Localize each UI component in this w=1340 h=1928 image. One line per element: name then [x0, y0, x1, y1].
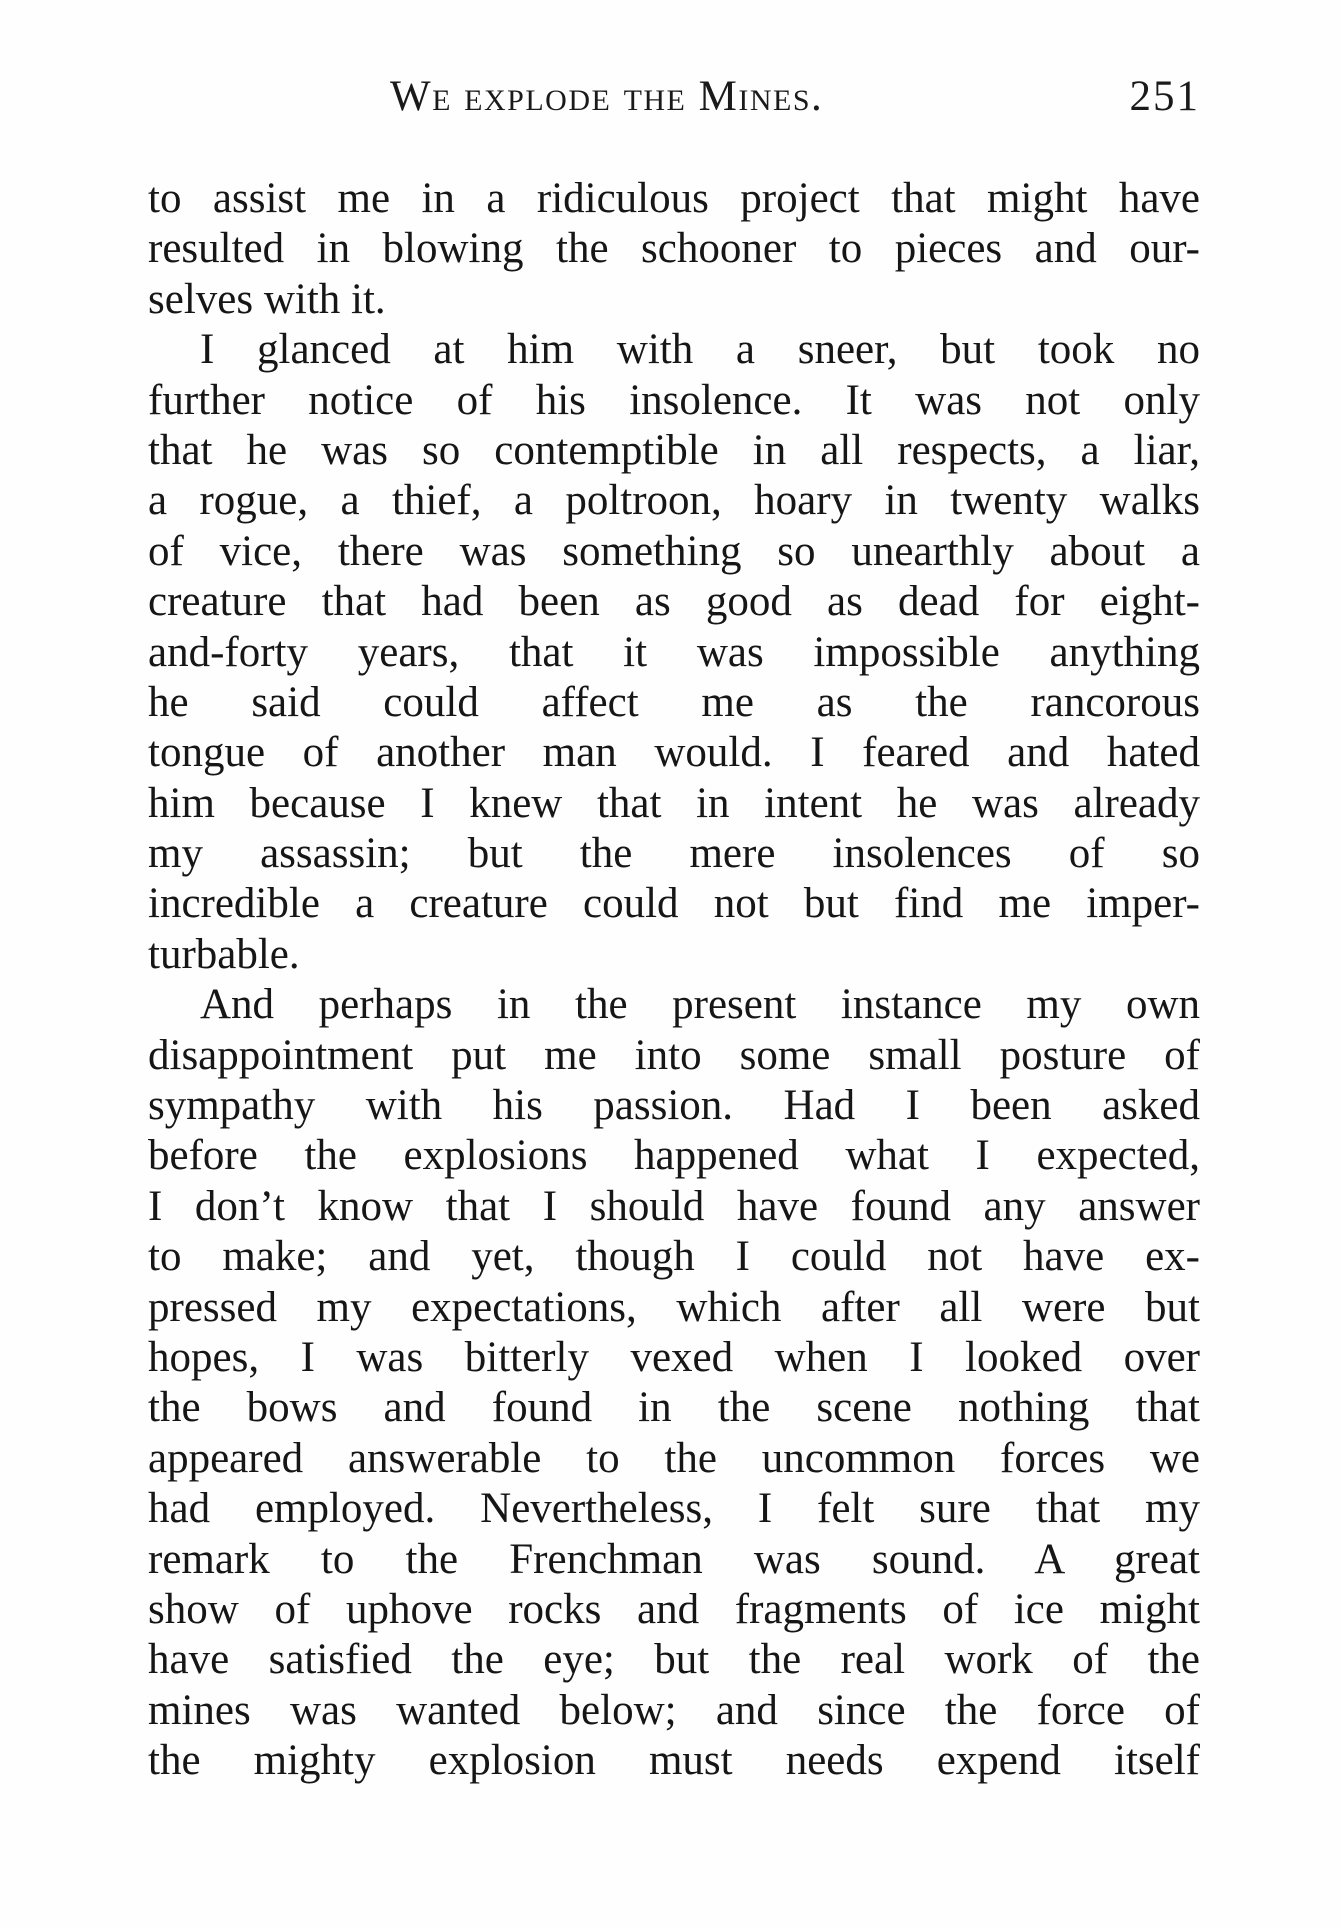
text-line: before the explosions happened what I expected,	[148, 1132, 1200, 1180]
text-line: mines was wanted below; and since the force of	[148, 1686, 1200, 1734]
text-line: a rogue, a thief, a poltroon, hoary in twenty walks	[148, 477, 1200, 525]
paragraph-2	[148, 325, 1200, 980]
body-text	[148, 174, 1200, 1787]
text-line: incredible a creature could not but find me imper-	[148, 880, 1200, 928]
page-number: 251	[1129, 73, 1200, 120]
text-line: and-forty years, that it was impossible anything	[148, 628, 1200, 676]
text-line: selves with it.	[148, 275, 386, 323]
text-line: sympathy with his passion. Had I been asked	[148, 1082, 1200, 1130]
text-line: resulted in blowing the schooner to pieces and our-	[148, 225, 1200, 273]
text-line: that he was so contemptible in all respects, a liar,	[148, 426, 1200, 474]
text-line: have satisfied the eye; but the real work of the	[148, 1636, 1200, 1684]
text-line: I don’t know that I should have found any answer	[148, 1182, 1200, 1230]
text-line: to make; and yet, though I could not have ex-	[148, 1233, 1200, 1281]
text-line: disappointment put me into some small posture of	[148, 1031, 1200, 1079]
text-line: further notice of his insolence. It was not only	[148, 376, 1200, 424]
text-line: I glanced at him with a sneer, but took no	[200, 326, 1200, 374]
text-line: appeared answerable to the uncommon forces we	[148, 1434, 1200, 1482]
text-line: hopes, I was bitterly vexed when I looked over	[148, 1333, 1200, 1381]
text-line: to assist me in a ridiculous project that might have	[148, 175, 1200, 222]
text-line: had employed. Nevertheless, I felt sure that my	[148, 1485, 1200, 1533]
text-line: tongue of another man would. I feared and hated	[148, 729, 1200, 777]
text-line: turbable.	[148, 930, 300, 978]
text-line: he said could affect me as the rancorous	[148, 678, 1200, 726]
text-line: And perhaps in the present instance my own	[200, 981, 1200, 1029]
text-line: him because I knew that in intent he was already	[148, 779, 1200, 827]
running-title: We explode the Mines.	[390, 73, 824, 120]
paragraph-1	[148, 174, 1200, 325]
text-line: show of uphove rocks and fragments of ice might	[148, 1585, 1200, 1633]
text-line: my assassin; but the mere insolences of so	[148, 830, 1200, 878]
text-line: the bows and found in the scene nothing that	[148, 1384, 1200, 1432]
text-line: remark to the Frenchman was sound. A great	[148, 1535, 1200, 1583]
paragraph-3	[148, 980, 1200, 1786]
text-line: creature that had been as good as dead for eight-	[148, 578, 1200, 626]
text-line: pressed my expectations, which after all were but	[148, 1283, 1200, 1331]
text-line: the mighty explosion must needs expend itself	[148, 1737, 1200, 1785]
text-line: of vice, there was something so unearthly about a	[148, 527, 1200, 575]
running-head	[150, 72, 1200, 132]
